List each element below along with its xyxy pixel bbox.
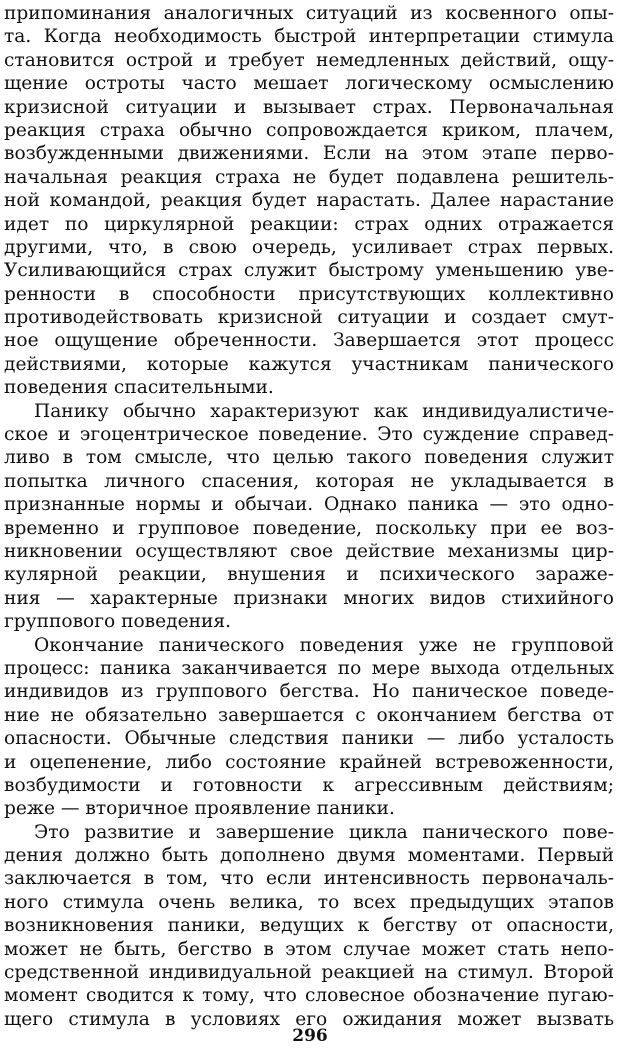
text-line: кризисной ситуации и вызывает страх. Первоначальная xyxy=(4,96,614,118)
text-line: ное ощущение обреченности. Завершается этот процесс xyxy=(4,330,614,352)
text-line: Окончание панического поведения уже не групповой xyxy=(34,634,614,656)
text-line: ренности в способности присутствующих коллективно xyxy=(4,283,614,305)
text-line: попытка личного спасения, которая не укладывается в xyxy=(4,470,614,492)
paragraph-4 xyxy=(4,821,614,1032)
text-line: возникновения паники, ведущих к бегству от опасности, xyxy=(4,915,614,937)
text-line: группового поведения. xyxy=(4,611,232,633)
text-line: ной командой, реакция будет нарастать. Далее нарастание xyxy=(4,190,614,212)
paragraph-2 xyxy=(4,400,614,634)
text-line: идет по циркулярной реакции: страх одних отражается xyxy=(4,213,614,235)
text-line: Это развитие и завершение цикла панического пове- xyxy=(34,821,614,843)
text-line: Усиливающийся страх служит быстрому уменьшению уве- xyxy=(4,260,614,282)
text-line: противодействовать кризисной ситуации и создает смут- xyxy=(4,307,614,329)
text-line: щение остроты часто мешает логическому осмыслению xyxy=(4,73,614,95)
text-line: начальная реакция страха не будет подавлена решитель- xyxy=(4,166,614,188)
text-line: действиями, которые кажутся участникам панического xyxy=(4,353,614,375)
text-line: ного стимула очень велика, то всех предыдущих этапов xyxy=(4,891,614,913)
text-line: признанные нормы и обычаи. Однако паника — это одно- xyxy=(4,494,614,516)
text-line: опасности. Обычные следствия паники — либо усталость xyxy=(4,728,614,750)
text-line: ние не обязательно завершается с окончанием бегства от xyxy=(4,704,614,726)
text-line: кулярной реакции, внушения и психического зараже- xyxy=(4,564,614,586)
text-line: момент сводится к тому, что словесное обозначение пугаю- xyxy=(4,985,614,1007)
text-line: никновении осуществляют свое действие механизмы цир- xyxy=(4,540,614,562)
text-line: может не быть, бегство в этом случае может стать непо- xyxy=(4,938,614,960)
text-line: индивидов из группового бегства. Но паническое поведе- xyxy=(4,681,614,703)
text-line: возбужденными движениями. Если на этом этапе перво- xyxy=(4,143,614,165)
text-line: заключается в том, что если интенсивность первоначаль- xyxy=(4,868,614,890)
text-line: реакция страха обычно сопровождается криком, плачем, xyxy=(4,119,614,141)
page-number: 296 xyxy=(292,1026,328,1046)
paragraph-3 xyxy=(4,634,614,821)
text-line: средственной индивидуальной реакцией на стимул. Второй xyxy=(4,962,614,984)
text-line: временно и групповое поведение, поскольку при ее воз- xyxy=(4,517,614,539)
paragraph-1 xyxy=(4,2,614,400)
text-line: ливо в том смысле, что целью такого поведения служит xyxy=(4,447,614,469)
text-line: другими, что, в свою очередь, усиливает страх первых. xyxy=(4,236,614,258)
text-line: и оцепенение, либо состояние крайней встревоженности, xyxy=(4,751,614,773)
text-line: становится острой и требует немедленных действий, ощу- xyxy=(4,49,614,71)
text-line: припоминания аналогичных ситуаций из косвенного опы- xyxy=(4,3,614,24)
text-line: дения должно быть дополнено двумя моментами. Первый xyxy=(4,845,614,867)
text-line: реже — вторичное проявление паники. xyxy=(4,798,395,820)
text-line: щего стимула в условиях его ожидания может вызвать xyxy=(4,1008,614,1030)
text-line: ния — характерные признаки многих видов стихийного xyxy=(4,587,614,609)
text-line: Панику обычно характеризуют как индивидуалистиче- xyxy=(34,400,614,422)
text-line: возбудимости и готовности к агрессивным действиям; xyxy=(4,774,614,796)
text-line: поведения спасительными. xyxy=(4,377,274,399)
text-line: ское и эгоцентрическое поведение. Это суждение справед- xyxy=(4,424,614,446)
text-line: та. Когда необходимость быстрой интерпретации стимула xyxy=(4,26,614,48)
body-text xyxy=(4,2,614,1031)
text-line: процесс: паника заканчивается по мере выхода отдельных xyxy=(4,657,614,679)
